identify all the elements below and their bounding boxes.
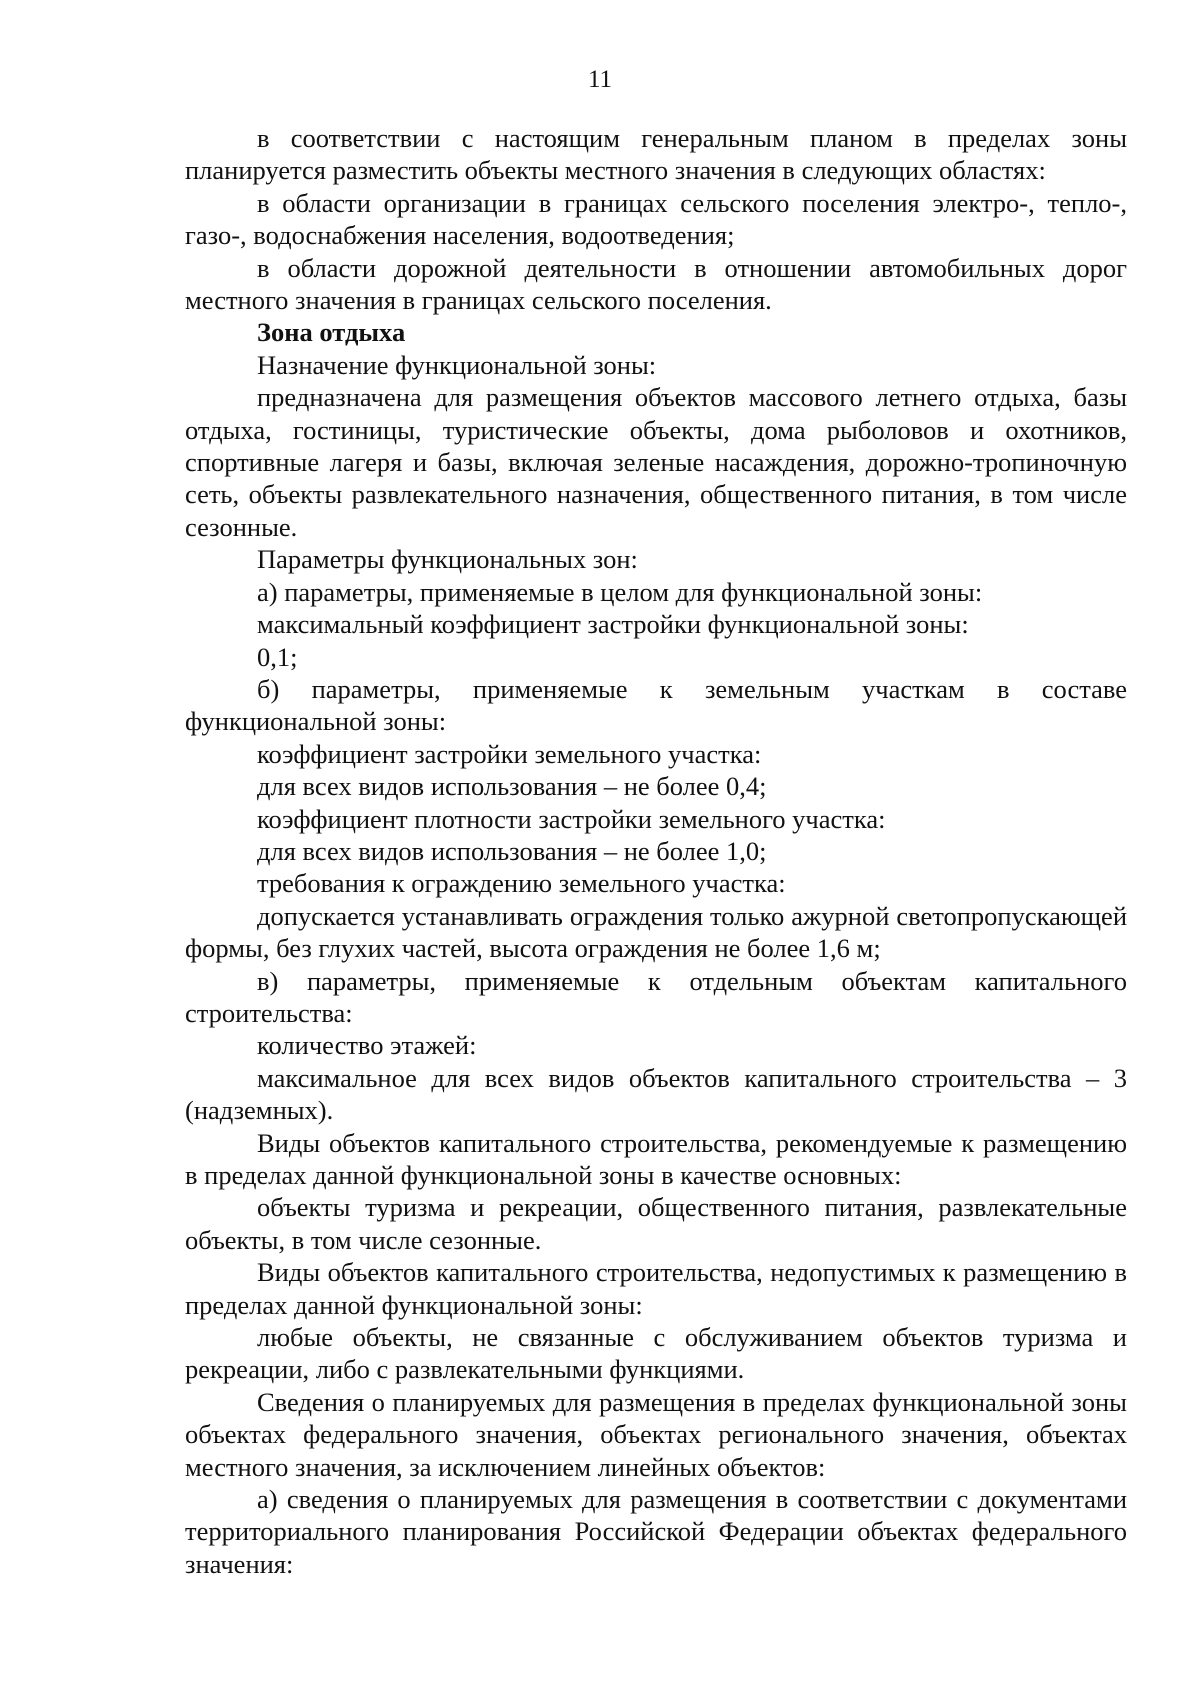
paragraph-params-c: в) параметры, применяемые к отдельным объектам капитального строительства: bbox=[185, 965, 1127, 1028]
paragraph-recommended-objects-label: Виды объектов капитального строительства, рекомендуемые к размещению в пределах данной функциональной зоны в качестве основных: bbox=[185, 1127, 1127, 1190]
paragraph-planned-objects-info: Сведения о планируемых для размещения в пределах функциональной зоны объектах федерального значения, объектах регионального значения, объектах местного значения, за исключением линейных объектов: bbox=[185, 1386, 1127, 1482]
paragraph-building-coefficient-label: коэффициент застройки земельного участка: bbox=[257, 738, 762, 769]
paragraph-fence-requirements: допускается устанавливать ограждения только ажурной светопропускающей формы, без глухих частей, высота ограждения не более 1,6 м; bbox=[185, 900, 1127, 964]
paragraph-params-b: б) параметры, применяемые к земельным участкам в составе функциональной зоны: bbox=[185, 673, 1127, 737]
paragraph-max-coefficient-value: 0,1; bbox=[257, 641, 298, 672]
paragraph-params-a: а) параметры, применяемые в целом для функциональной зоны: bbox=[257, 576, 983, 607]
paragraph-floors-value: максимальное для всех видов объектов капитального строительства – 3 (надземных). bbox=[185, 1062, 1127, 1126]
paragraph-zone-purpose: предназначена для размещения объектов массового летнего отдыха, базы отдыха, гостиницы, туристические объекты, дома рыболовов и охотников, спортивные лагеря и базы, включая зеленые насаждения, дорожно-тропиночную сеть, объекты развлекательного назначения, общественного питания, в том числе сезонные. bbox=[185, 382, 1127, 542]
paragraph-fence-requirements-label: требования к ограждению земельного участка: bbox=[257, 868, 786, 899]
paragraph-zone-parameters-label: Параметры функциональных зон: bbox=[257, 544, 638, 575]
paragraph-density-coefficient-value: для всех видов использования – не более 1,0; bbox=[257, 835, 767, 866]
paragraph-prohibited-objects: любые объекты, не связанные с обслуживанием объектов туризма и рекреации, либо с развлекательными функциями. bbox=[185, 1322, 1127, 1385]
paragraph-federal-objects: а) сведения о планируемых для размещения в соответствии с документами территориального планирования Российской Федерации объектах федерального значения: bbox=[185, 1484, 1127, 1579]
paragraph-zone-purpose-label: Назначение функциональной зоны: bbox=[257, 349, 657, 380]
section-heading-recreation-zone: Зона отдыха bbox=[257, 317, 406, 348]
paragraph-building-coefficient-value: для всех видов использования – не более 0,4; bbox=[257, 771, 767, 802]
paragraph-floors-label: количество этажей: bbox=[257, 1030, 477, 1061]
document-body bbox=[185, 122, 1127, 1580]
page-number: 11 bbox=[587, 66, 613, 93]
paragraph-max-coefficient-label: максимальный коэффициент застройки функциональной зоны: bbox=[257, 609, 969, 640]
paragraph-recommended-objects: объекты туризма и рекреации, общественного питания, развлекательные объекты, в том числе сезонные. bbox=[185, 1192, 1127, 1255]
paragraph-placement-intro: в соответствии с настоящим генеральным планом в пределах зоны планируется разместить объекты местного значения в следующих областях: bbox=[185, 123, 1127, 186]
paragraph-utilities: в области организации в границах сельского поселения электро-, тепло-, газо-, водоснабжения населения, водоотведения; bbox=[185, 187, 1127, 251]
paragraph-roads: в области дорожной деятельности в отношении автомобильных дорог местного значения в границах сельского поселения. bbox=[185, 252, 1127, 316]
paragraph-density-coefficient-label: коэффициент плотности застройки земельного участка: bbox=[257, 803, 886, 834]
paragraph-prohibited-objects-label: Виды объектов капитального строительства, недопустимых к размещению в пределах данной функциональной зоны: bbox=[185, 1257, 1127, 1320]
